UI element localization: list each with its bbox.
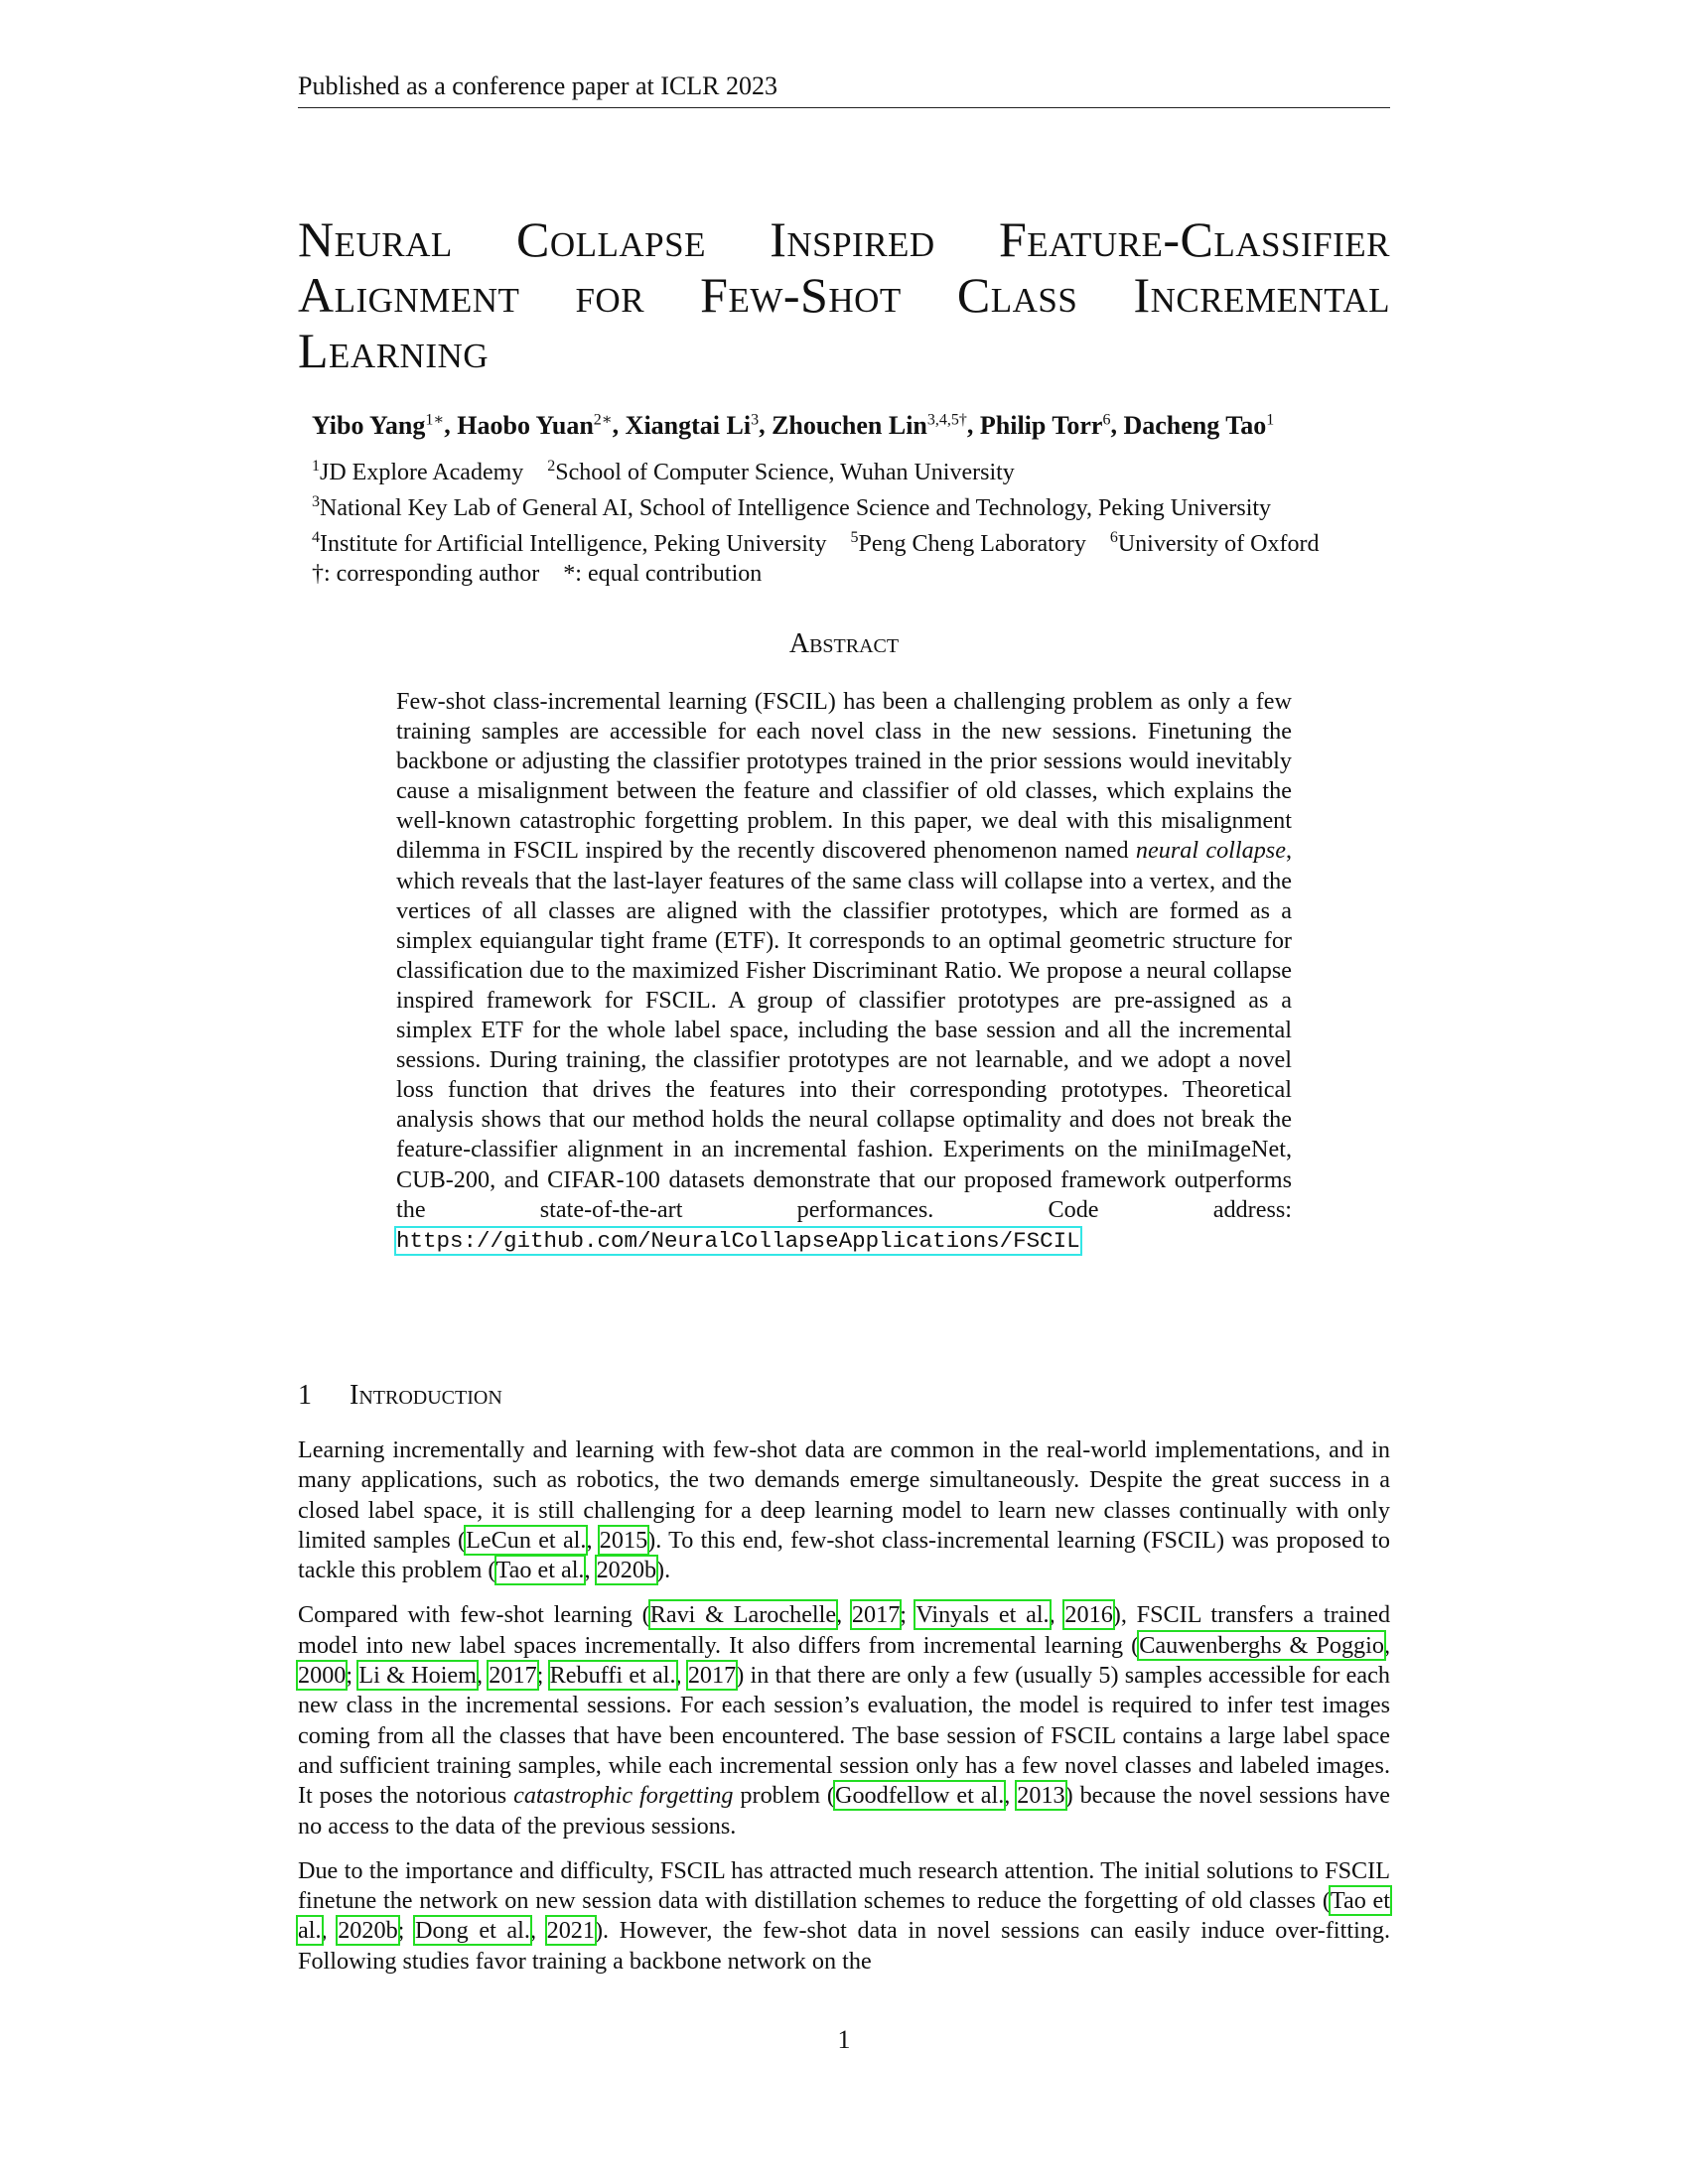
abstract-heading: Abstract [788, 628, 900, 659]
citation-link[interactable]: Rebuffi et al. [549, 1662, 676, 1690]
citation-link[interactable]: 2017 [851, 1601, 901, 1629]
paragraph: Due to the importance and difficulty, FSCIL has attracted much research attention. The initial solutions to FSCIL finetune the network on new session data with distillation schemes to reduce the forgetting of old classes (Tao et al., 2020b; Dong et al., 2021). However, the few-shot data in novel sessions can easily induce over-fitting. Following studies favor training a backbone network on the [298, 1856, 1391, 1975]
citation-link[interactable]: 2000 [298, 1662, 347, 1690]
author: Xiangtai Li$^3$ [625, 410, 760, 440]
author: Haobo Yuan$^{2∗}$ [457, 410, 613, 440]
citation-link[interactable]: Cauwenberghs & Poggio [1139, 1631, 1384, 1659]
paper-title [298, 211, 1390, 378]
citation-link[interactable]: Ravi & Larochelle [649, 1601, 837, 1629]
title-line-1: Neural Collapse Inspired Feature-Classifier [298, 211, 1390, 267]
affiliation-note: †: corresponding author *: equal contribution [312, 561, 763, 587]
citation-link[interactable]: 2016 [1064, 1601, 1113, 1629]
citation-link[interactable]: Li & Hoiem [358, 1662, 477, 1690]
author: Philip Torr$^6$ [979, 410, 1111, 440]
citation-link[interactable]: Vinyals et al. [915, 1601, 1050, 1629]
code-url-link[interactable]: https://github.com/NeuralCollapseApplications/FSCIL [396, 1227, 1080, 1254]
citation-link[interactable]: 2020b [596, 1557, 657, 1584]
title-line-3: Learning [298, 323, 490, 378]
running-header: Published as a conference paper at ICLR 2023 [298, 71, 1390, 108]
affiliation-line: $^3$National Key Lab of General AI, School of Intelligence Science and Technology, Peking University [312, 493, 1272, 521]
author: Zhouchen Lin$^{3,4,5\dagger}$ [772, 410, 967, 440]
citation-link[interactable]: Dong et al. [415, 1917, 530, 1945]
author: Yibo Yang$^{1∗}$ [312, 410, 445, 440]
citation-link[interactable]: 2020b [338, 1917, 398, 1945]
section-heading: 1 Introduction [298, 1380, 502, 1411]
citation-link[interactable]: 2021 [546, 1917, 595, 1945]
affiliation-line: $^4$Institute for Artificial Intelligence, Peking University $^5$Peng Cheng Laboratory $^6$University of Oxford [312, 529, 1320, 557]
title-line-2: Alignment for Few-Shot Class Incremental [298, 267, 1390, 323]
paragraph: Compared with few-shot learning (Ravi & Larochelle, 2017; Vinyals et al., 2016), FSCIL transfers a trained model into new label spaces incrementally. It also differs from incremental learning (Cauwenberghs & Poggio, 2000; Li & Hoiem, 2017; Rebuffi et al., 2017) in that there are only a few (usually 5) samples accessible for each new class in the incremental sessions. For each session’s evaluation, the model is required to infer test images coming from all the classes that have been encountered. The base session of FSCIL contains a large label space and sufficient training samples, while each incremental session only has a few novel classes and labeled images. It poses the notorious catastrophic forgetting problem (Goodfellow et al., 2013) because the novel sessions have no access to the data of the previous sessions. [298, 1601, 1391, 1840]
paragraph: Learning incrementally and learning with few-shot data are common in the real-world implementations, and in many applications, such as robotics, the two demands emerge simultaneously. Despite the great success in a closed label space, it is still challenging for a deep learning model to learn new classes continually with only limited samples (LeCun et al., 2015). To this end, few-shot class-incremental learning (FSCIL) was proposed to tackle this problem (Tao et al., 2020b). [298, 1436, 1390, 1584]
citation-link[interactable]: Tao et al. [495, 1557, 585, 1584]
citation-link[interactable]: 2017 [687, 1662, 737, 1690]
citation-link[interactable]: 2013 [1017, 1782, 1065, 1810]
author: Dacheng Tao$^1$ [1123, 410, 1275, 440]
citation-link[interactable]: 2017 [489, 1662, 537, 1690]
affiliation-line: $^1$JD Explore Academy $^2$School of Computer Science, Wuhan University [312, 458, 1015, 485]
citation-link[interactable]: 2015 [599, 1526, 648, 1554]
body-text [298, 1435, 1390, 1991]
abstract-text: Few-shot class-incremental learning (FSCIL) has been a challenging problem as only a few training samples are accessible for each novel class in the new sessions. Finetuning the backbone or adjusting the classifier prototypes trained in the prior sessions would inevitably cause a misalignment between the feature and classifier of old classes, which explains the well-known catastrophic forgetting problem. In this paper, we deal with this misalignment dilemma in FSCIL inspired by the recently discovered phenomenon named neural collapse, which reveals that the last-layer features of the same class will collapse into a vertex, and the vertices of all classes are aligned with the classifier prototypes, which are formed as a simplex equiangular tight frame (ETF). It corresponds to an optimal geometric structure for classification due to the maximized Fisher Discriminant Ratio. We propose a neural collapse inspired framework for FSCIL. A group of classifier prototypes are pre-assigned as a simplex ETF for the whole label space, including the base session and all the incremental sessions. During training, the classifier prototypes are not learnable, and we adopt a novel loss function that drives the features into their corresponding prototypes. Theoretical analysis shows that our method holds the neural collapse optimality and does not break the feature-classifier alignment in an incremental fashion. Experiments on the miniImageNet, CUB-200, and CIFAR-100 datasets demonstrate that our proposed framework outperforms the state-of-the-art performances. Code address: https://github.com/NeuralCollapseApplications/FSCIL [396, 688, 1292, 1254]
author-list: Yibo Yang$^{1∗}$, Haobo Yuan$^{2∗}$, Xiangtai Li$^3$, Zhouchen Lin$^{3,4,5\dagger}$, Philip Torr$^6$, Dacheng Tao$^1$ [312, 410, 1275, 440]
citation-link[interactable]: LeCun et al. [466, 1526, 587, 1554]
citation-link[interactable]: Tao et al. [298, 1887, 1390, 1945]
affiliations [312, 452, 1319, 589]
citation-link[interactable]: Goodfellow et al. [834, 1782, 1005, 1810]
page-number: 1 [837, 2025, 851, 2054]
